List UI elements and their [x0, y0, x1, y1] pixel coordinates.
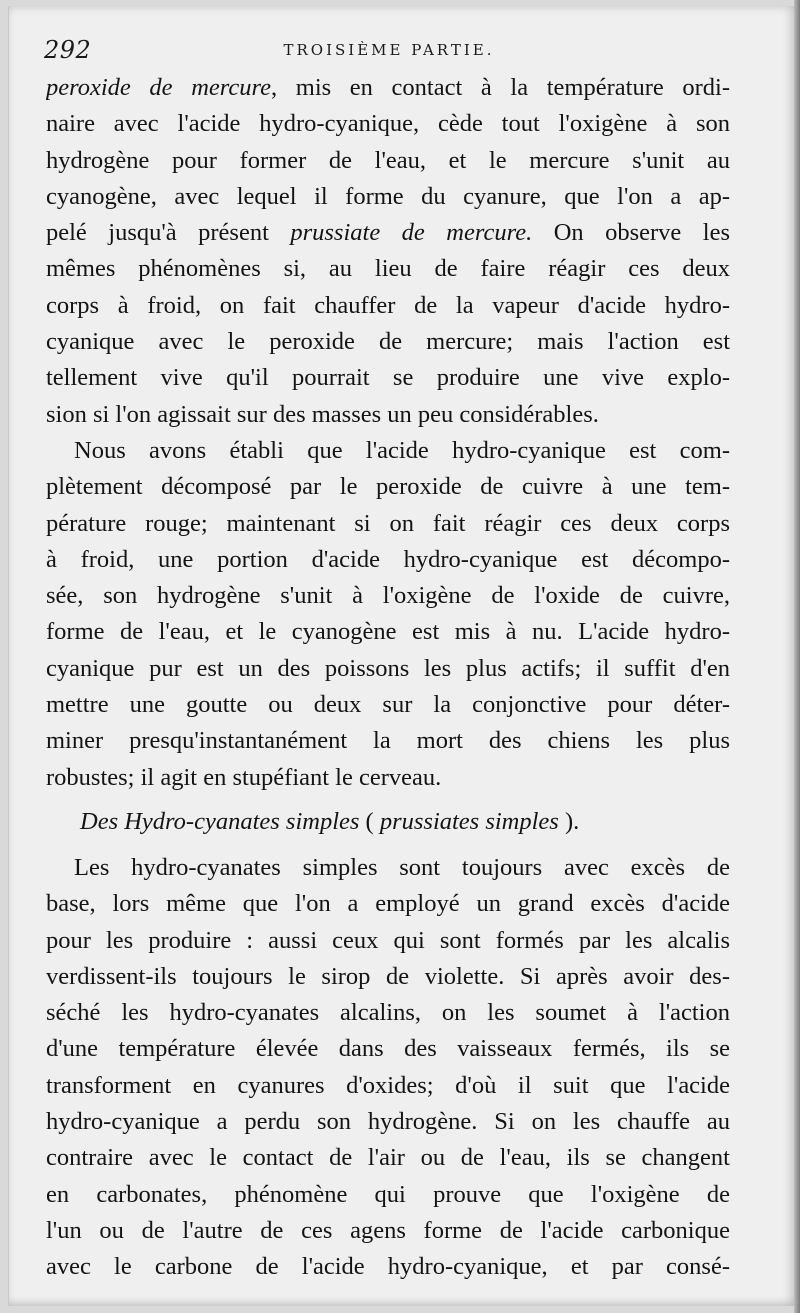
text-line: transforment en cyanures d'oxides; d'où il suit que l'acide [46, 1071, 730, 1099]
text-line: peroxide de mercure, mis en contact à la température ordi- [46, 74, 730, 101]
text-line: plètement décomposé par le peroxide de cuivre à une tem- [46, 473, 730, 501]
text-line: cyanique avec le peroxide de mercure; mais l'action est [46, 328, 730, 356]
text-line: cyanogène, avec lequel il forme du cyanure, que l'on a ap- [46, 182, 730, 210]
page-edge-shadow [794, 0, 800, 1313]
text-line: Les hydro-cyanates simples sont toujours avec excès de [74, 853, 730, 881]
running-head [44, 36, 734, 68]
text-line: pérature rouge; maintenant si on fait réagir ces deux corps [46, 509, 730, 537]
text-line: en carbonates, phénomène qui prouve que l'oxigène de [46, 1180, 730, 1208]
part-title: TROISIÈME PARTIE. [283, 41, 495, 59]
text-line: mêmes phénomènes si, au lieu de faire réagir ces deux [46, 255, 730, 283]
text-line: sion si l'on agissait sur des masses un peu considérables. [46, 400, 599, 428]
text-line: naire avec l'acide hydro-cyanique, cède tout l'oxigène à son [46, 110, 730, 138]
text-line: contraire avec le contact de l'air ou de l'eau, ils se changent [46, 1144, 730, 1172]
text-line: base, lors même que l'on a employé un grand excès d'acide [46, 890, 730, 918]
text-line: miner presqu'instantanément la mort des chiens les plus [46, 727, 730, 755]
text-line: tellement vive qu'il pourrait se produire une vive explo- [46, 364, 730, 392]
text-line: hydro-cyanique a perdu son hydrogène. Si on les chauffe au [46, 1108, 730, 1136]
text-line: sée, son hydrogène s'unit à l'oxigène de l'oxide de cuivre, [46, 582, 730, 610]
text-line: forme de l'eau, et le cyanogène est mis à nu. L'acide hydro- [46, 618, 730, 646]
text-line: à froid, une portion d'acide hydro-cyanique est décompo- [46, 545, 730, 573]
text-line: avec le carbone de l'acide hydro-cyanique, et par consé- [46, 1253, 730, 1281]
text-line: corps à froid, on fait chauffer de la vapeur d'acide hydro- [46, 291, 730, 319]
text-line: robustes; il agit en stupéfiant le cerveau. [46, 763, 442, 791]
text-line: verdissent-ils toujours le sirop de violette. Si après avoir des- [46, 962, 730, 990]
text-line: cyanique pur est un des poissons les plus actifs; il suffit d'en [46, 654, 730, 682]
text-line: pelé jusqu'à présent prussiate de mercure. On observe les [46, 219, 730, 247]
page-number: 292 [44, 36, 92, 64]
text-line: l'un ou de l'autre de ces agens forme de l'acide carbonique [46, 1216, 730, 1244]
text-line: pour les produire : aussi ceux qui sont formés par les alcalis [46, 926, 730, 954]
main-text [46, 70, 730, 1286]
text-line: Nous avons établi que l'acide hydro-cyanique est com- [74, 436, 730, 464]
text-line: mettre une goutte ou deux sur la conjonctive pour déter- [46, 691, 730, 719]
text-line: hydrogène pour former de l'eau, et le mercure s'unit au [46, 146, 730, 174]
section-heading: Des Hydro-cyanates simples ( prussiates simples ). [80, 807, 580, 835]
text-line: séché les hydro-cyanates alcalins, on les soumet à l'action [46, 999, 730, 1027]
text-line: d'une température élevée dans des vaisseaux fermés, ils se [46, 1035, 730, 1063]
